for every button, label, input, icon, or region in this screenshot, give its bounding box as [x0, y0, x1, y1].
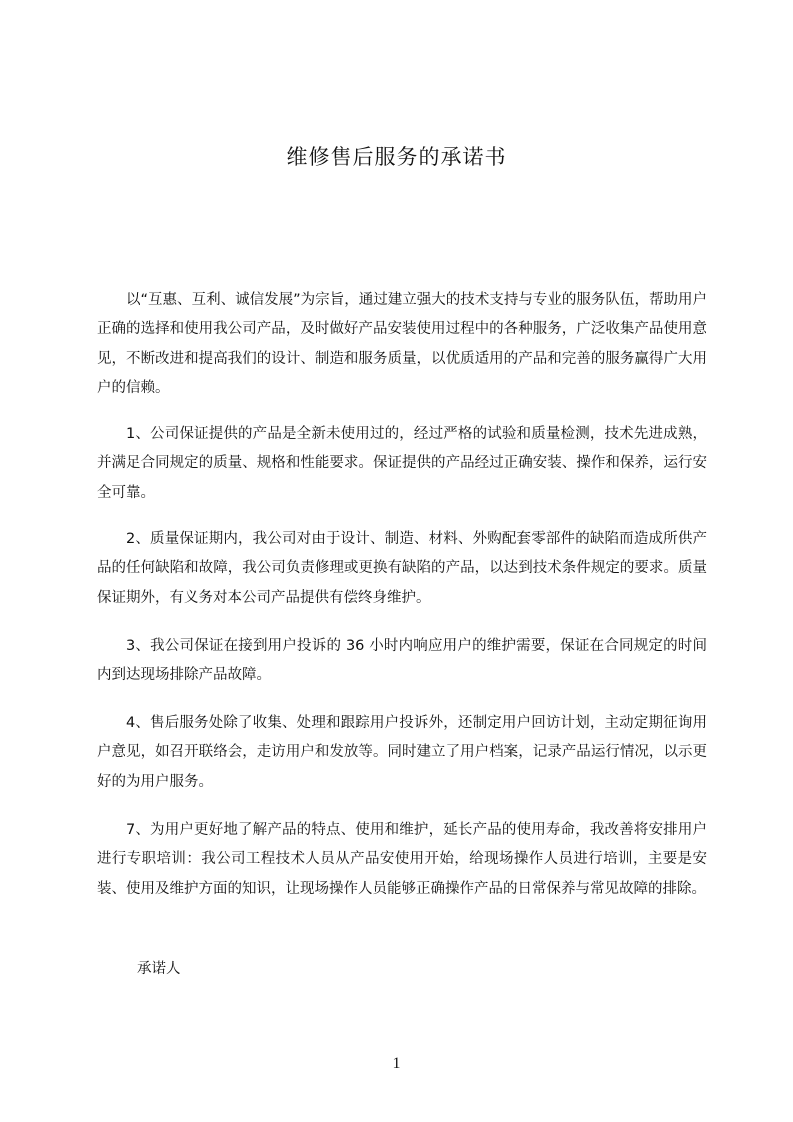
- page-number: 1: [392, 1055, 401, 1072]
- intro-paragraph: 以“互惠、互利、诚信发展”为宗旨，通过建立强大的技术支持与专业的服务队伍，帮助用户正确的选择和使用我公司产品，及时做好产品安装使用过程中的各种服务，广泛收集产品使用意见，不断改进和提高我们的设计、制造和服务质量，以优质适用的产品和完善的服务赢得广大用户的信赖。: [97, 292, 707, 396]
- document-title: 维修售后服务的承诺书: [286, 145, 507, 169]
- signer-label: 承诺人: [137, 961, 181, 977]
- commitment-paragraph-7: 7、为用户更好地了解产品的特点、使用和维护，延长产品的使用寿命，我改善将安排用户进行专职培训：我公司工程技术人员从产品安使用开始，给现场操作人员进行培训，主要是安装、使用及维护方面的知识，让现场操作人员能够正确操作产品的日常保养与常见故障的排除。: [97, 822, 707, 897]
- commitment-paragraph-2: 2、质量保证期内，我公司对由于设计、制造、材料、外购配套零部件的缺陷而造成所供产品的任何缺陷和故障，我公司负责修理或更换有缺陷的产品，以达到技术条件规定的要求。质量保证期外，有义务对本公司产品提供有偿终身维护。: [97, 531, 707, 606]
- commitment-paragraph-1: 1、公司保证提供的产品是全新未使用过的，经过严格的试验和质量检测，技术先进成熟，并满足合同规定的质量、规格和性能要求。保证提供的产品经过正确安装、操作和保养，运行安全可靠。: [97, 426, 707, 501]
- commitment-paragraph-4: 4、售后服务处除了收集、处理和跟踪用户投诉外，还制定用户回访计划，主动定期征询用户意见，如召开联络会，走访用户和发放等。同时建立了用户档案，记录产品运行情况，以示更好的为用户服务。: [97, 715, 707, 790]
- commitment-paragraph-3: 3、我公司保证在接到用户投诉的 36 小时内响应用户的维护需要，保证在合同规定的时间内到达现场排除产品故障。: [97, 638, 707, 684]
